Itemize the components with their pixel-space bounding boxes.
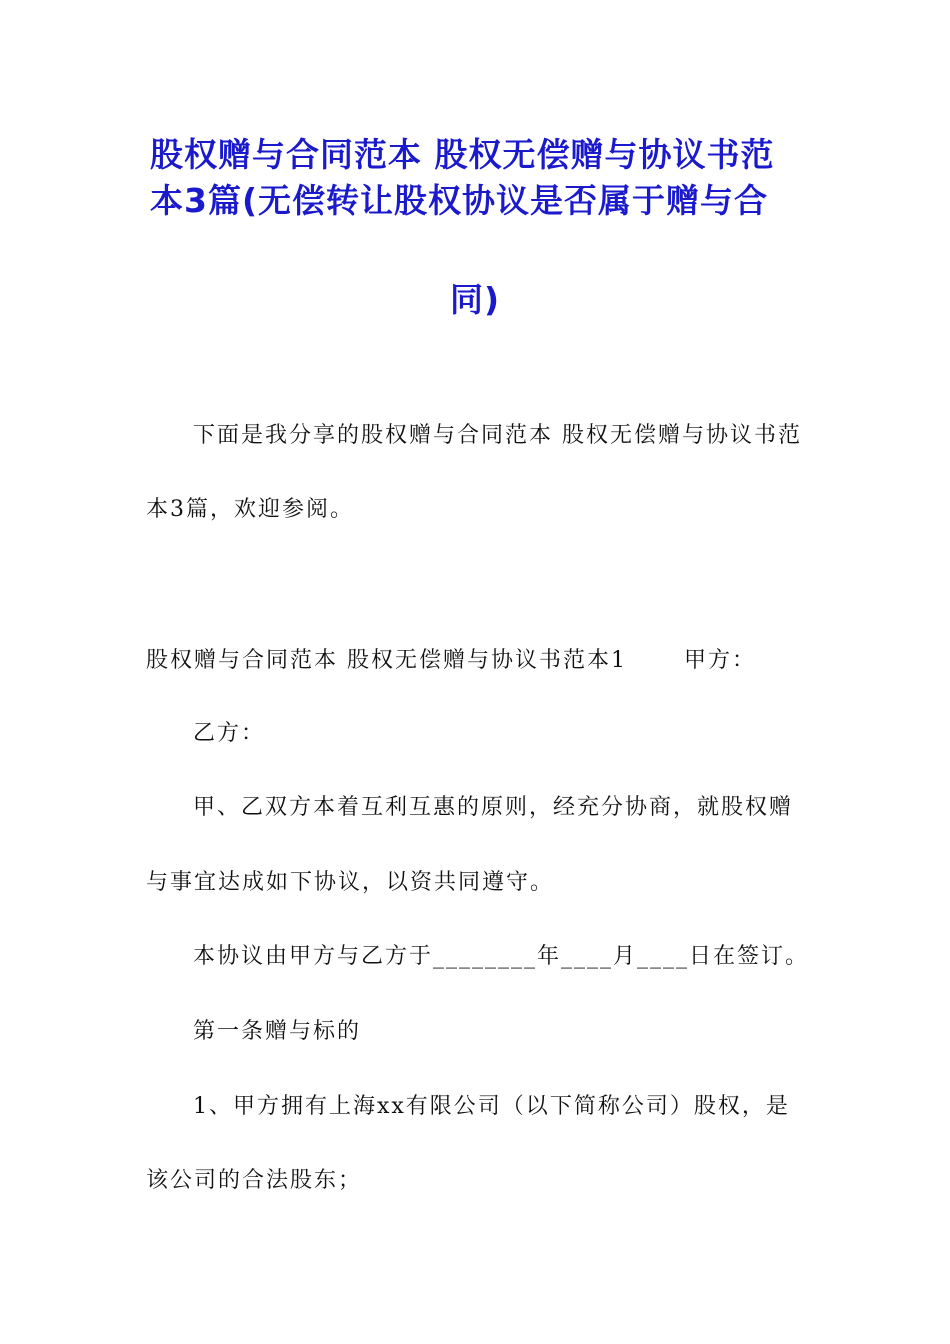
principle-paragraph-line-1: 甲、乙双方本着互利互惠的原则，经充分协商，就股权赠 xyxy=(193,795,794,820)
intro-paragraph-line-2: 本3篇，欢迎参阅。 xyxy=(146,497,354,522)
document-title-line-1: 股权赠与合同范本 股权无偿赠与协议书范 xyxy=(150,135,775,174)
party-b-label: 乙方： xyxy=(193,721,266,746)
section-heading: 股权赠与合同范本 股权无偿赠与协议书范本1 甲方： xyxy=(146,648,756,673)
intro-paragraph-line-1: 下面是我分享的股权赠与合同范本 股权无偿赠与协议书范 xyxy=(193,423,802,448)
clause-1-line-1: 1、甲方拥有上海xx有限公司（以下简称公司）股权，是 xyxy=(193,1094,790,1119)
principle-paragraph-line-2: 与事宜达成如下协议，以资共同遵守。 xyxy=(146,870,555,895)
document-title-line-2: 本3篇(无偿转让股权协议是否属于赠与合 xyxy=(150,181,769,220)
clause-1-line-2: 该公司的合法股东； xyxy=(146,1168,363,1193)
article-1-heading: 第一条赠与标的 xyxy=(193,1019,362,1044)
document-title-line-3: 同) xyxy=(449,280,501,319)
signing-statement: 本协议由甲方与乙方于________年____月____日在签订。 xyxy=(193,944,810,969)
